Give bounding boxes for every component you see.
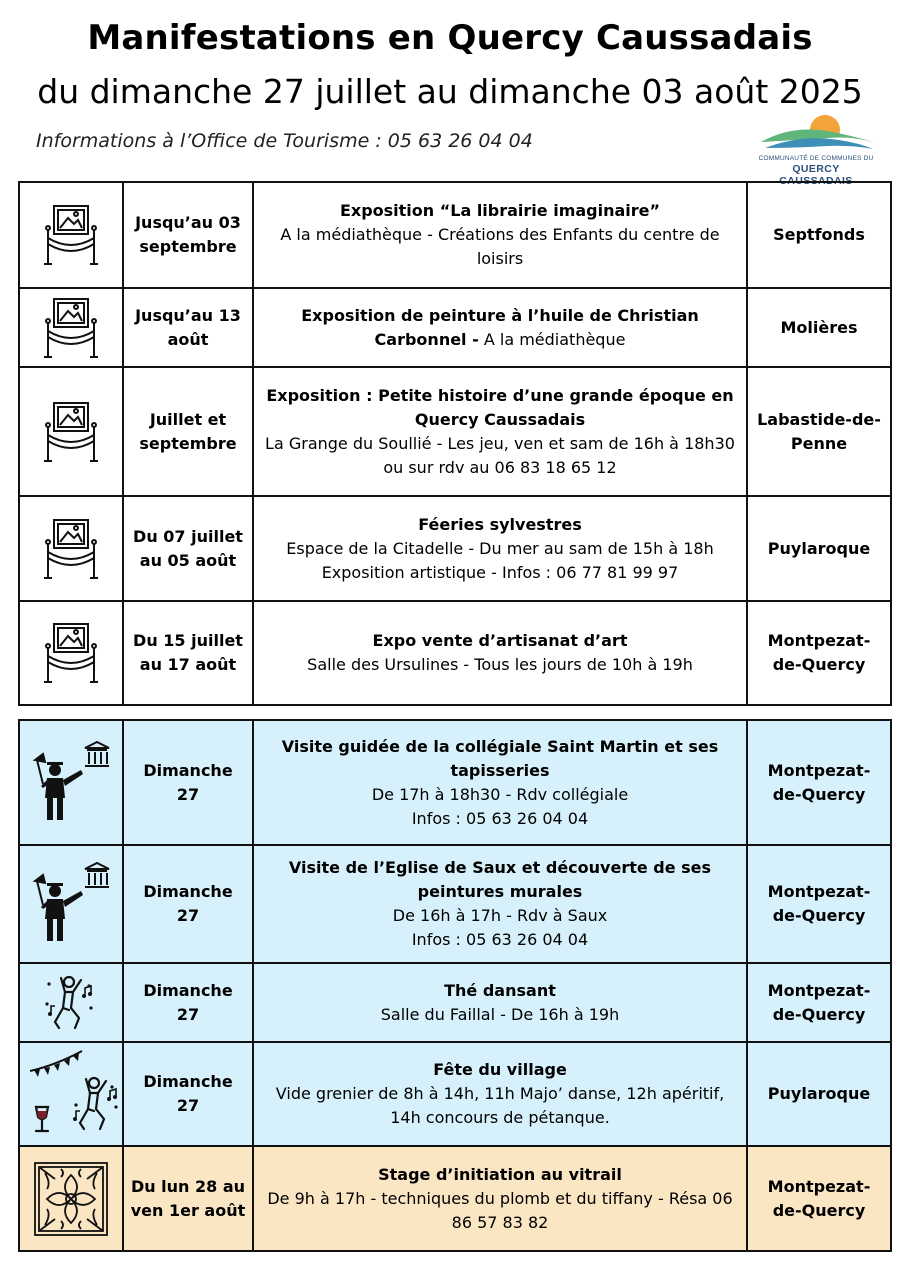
icon-cell (19, 963, 123, 1042)
event-place: Montpezat-de-Quercy (747, 1146, 891, 1251)
exhibition-icon (36, 618, 106, 688)
table-row (19, 367, 891, 496)
page-subtitle: du dimanche 27 juillet au dimanche 03 août 2025 (37, 72, 863, 111)
event-detail: Vide grenier de 8h à 14h, 11h Majo’ danse, 12h apéritif, 14h concours de pétanque. (275, 1084, 725, 1127)
event-date: Du lun 28 au ven 1er août (123, 1146, 253, 1251)
event-title: Exposition : Petite histoire d’une grande époque en Quercy Caussadais (266, 385, 734, 429)
event-title: Expo vente d’artisanat d’art (372, 631, 628, 650)
event-title: Stage d’initiation au vitrail (378, 1164, 622, 1184)
event-description (253, 1146, 747, 1251)
event-title: Fête du village (433, 1060, 567, 1079)
events-table (18, 719, 892, 1252)
event-place: Montpezat-de-Quercy (747, 963, 891, 1042)
event-place: Septfonds (747, 182, 891, 288)
exhibition-icon (36, 293, 106, 363)
table-row (19, 1042, 891, 1146)
event-description (253, 496, 747, 601)
event-place: Montpezat-de-Quercy (747, 845, 891, 963)
event-date: Juillet et septembre (123, 367, 253, 496)
event-detail: Espace de la Citadelle - Du mer au sam de 15h à 18h (286, 538, 714, 558)
event-description (253, 720, 747, 845)
table-row (19, 601, 891, 705)
icon-cell (19, 845, 123, 963)
event-title: Exposition de peinture à l’huile de Christian Carbonnel - (301, 305, 699, 349)
event-description (253, 1042, 747, 1146)
event-detail: Salle des Ursulines - Tous les jours de 10h à 19h (307, 655, 693, 674)
exhibitions-table (18, 181, 892, 706)
icon-cell (19, 601, 123, 705)
event-detail: Infos : 05 63 26 04 04 (411, 808, 589, 828)
event-title-suffix: A la médiathèque (478, 329, 626, 349)
table-row (19, 496, 891, 601)
exhibition-icon (36, 397, 106, 467)
exhibition-icon (36, 200, 106, 270)
event-place: Montpezat-de-Quercy (747, 601, 891, 705)
icon-cell (19, 182, 123, 288)
event-place: Labastide-de-Penne (747, 367, 891, 496)
dancer-icon (39, 970, 103, 1036)
event-title: Visite guidée de la collégiale Saint Martin et ses tapisseries (281, 736, 719, 780)
table-row (19, 963, 891, 1042)
event-place: Molières (747, 288, 891, 367)
table-row (19, 182, 891, 288)
table-row (19, 288, 891, 367)
icon-cell (19, 720, 123, 845)
icon-cell (19, 1042, 123, 1146)
event-description (253, 367, 747, 496)
icon-cell (19, 496, 123, 601)
event-detail: La Grange du Soullié - Les jeu, ven et sam de 16h à 18h30 ou sur rdv au 06 83 18 65 12 (265, 433, 735, 477)
event-date: Du 07 juillet au 05 août (123, 496, 253, 601)
event-detail: A la médiathèque - Créations des Enfants du centre de loisirs (280, 225, 720, 268)
quercy-caussadais-logo (755, 112, 877, 187)
icon-cell (19, 288, 123, 367)
page-title: Manifestations en Quercy Caussadais (87, 18, 813, 58)
event-place: Puylaroque (747, 496, 891, 601)
logo-graphic (755, 112, 877, 156)
table-row (19, 720, 891, 845)
event-place: Montpezat-de-Quercy (747, 720, 891, 845)
event-detail: De 17h à 18h30 - Rdv collégiale (371, 784, 629, 804)
event-date: Dimanche 27 (123, 845, 253, 963)
event-date: Jusqu’au 03 septembre (123, 182, 253, 288)
village-fete-icon (26, 1047, 126, 1141)
event-description (253, 288, 747, 367)
logo-line1: COMMUNAUTÉ DE COMMUNES DU (758, 155, 874, 162)
event-detail: Exposition artistique - Infos : 06 77 81 99 97 (321, 562, 679, 582)
event-place: Puylaroque (747, 1042, 891, 1146)
event-description (253, 845, 747, 963)
logo-line2: QUERCY CAUSSADAIS (779, 163, 853, 187)
event-title: Visite de l’Eglise de Saux et découverte de ses peintures murales (288, 858, 712, 901)
event-date: Dimanche 27 (123, 720, 253, 845)
icon-cell (19, 1146, 123, 1251)
table-row (19, 845, 891, 963)
event-description (253, 182, 747, 288)
event-detail: Infos : 05 63 26 04 04 (411, 930, 589, 949)
event-description (253, 963, 747, 1042)
stained-glass-icon (31, 1159, 111, 1239)
icon-cell (19, 367, 123, 496)
tourism-office-info: Informations à l’Office de Tourisme : 05 63 26 04 04 (36, 130, 533, 152)
event-detail: De 16h à 17h - Rdv à Saux (392, 906, 608, 925)
event-title: Féeries sylvestres (418, 514, 582, 534)
event-date: Dimanche 27 (123, 963, 253, 1042)
exhibition-icon (36, 514, 106, 584)
event-date: Dimanche 27 (123, 1042, 253, 1146)
event-date: Jusqu’au 13 août (123, 288, 253, 367)
event-detail: Salle du Faillal - De 16h à 19h (380, 1004, 620, 1024)
event-date: Du 15 juillet au 17 août (123, 601, 253, 705)
event-title: Thé dansant (444, 980, 556, 1000)
guided-tour-icon (29, 861, 113, 947)
table-row (19, 1146, 891, 1251)
event-description (253, 601, 747, 705)
event-detail: De 9h à 17h - techniques du plomb et du tiffany - Résa 06 86 57 83 82 (267, 1188, 733, 1232)
event-title: Exposition “La librairie imaginaire” (339, 201, 661, 220)
guided-tour-icon (29, 740, 113, 826)
